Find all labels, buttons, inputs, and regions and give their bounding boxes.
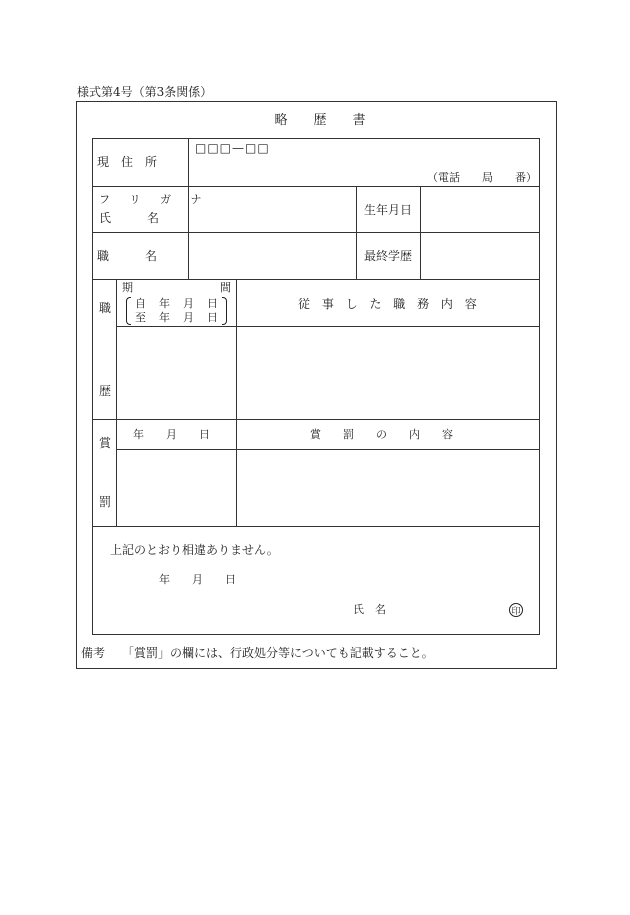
awards-content-header: 賞 罰 の 内 容 [310,428,453,441]
birthdate-field[interactable] [421,187,539,232]
divider [356,186,357,279]
name-field[interactable] [189,187,356,232]
declaration-text: 上記のとおり相違ありません。 [110,543,279,557]
divider [92,526,540,527]
document-title: 略 歴 書 [274,113,366,128]
period-to-row: 至 年 月 日 [135,311,219,324]
awards-side-label-top: 賞 [99,436,112,450]
bracket-right [222,297,227,325]
postal-code-field[interactable]: □□□—□□ [195,141,270,155]
occupation-label: 職 名 [97,249,158,263]
education-label: 最終学歴 [364,249,413,263]
career-period-field[interactable] [117,327,236,419]
awards-date-header: 年 月 日 [133,428,210,441]
declaration-date: 年 月 日 [159,573,236,586]
duties-header: 従 事 し た 職 務 内 容 [298,297,481,311]
awards-content-field[interactable] [237,450,539,526]
career-side-label-top: 職 [99,301,112,315]
remarks-text: 「賞罰」の欄には、行政処分等についても記載すること。 [122,646,434,660]
career-side-label-bottom: 歴 [99,384,112,398]
furigana-label: フ リ ガ ナ [99,193,210,206]
period-from-row: 自 年 月 日 [135,297,219,310]
name-label: 氏 名 [99,211,160,225]
signature-label: 氏 名 [353,603,386,616]
birthdate-label: 生年月日 [364,203,413,217]
phone-label: （電話 局 番） [427,171,537,184]
form-number-label: 様式第4号（第3条関係） [77,85,213,99]
awards-side-label-bottom: 罰 [99,495,112,509]
awards-date-field[interactable] [117,450,236,526]
divider [92,419,540,420]
period-header-right: 間 [220,281,231,294]
remarks-label: 備考 [81,646,106,660]
bracket-left [126,297,131,325]
seal-mark-icon: 印 [509,603,523,617]
divider [92,279,540,280]
education-field[interactable] [421,233,539,279]
occupation-field[interactable] [189,233,356,279]
period-header-left: 期 [122,281,133,294]
career-duties-field[interactable] [237,327,539,419]
address-label: 現 住 所 [97,155,158,169]
